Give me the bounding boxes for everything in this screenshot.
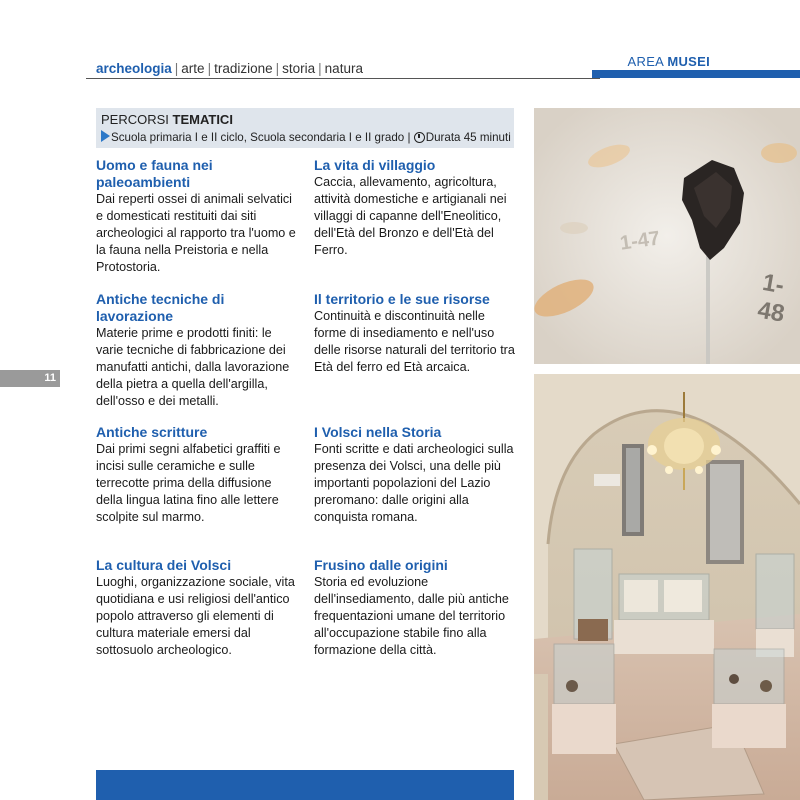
block-title: Il territorio e le sue risorse xyxy=(314,291,490,307)
schools-text: Scuola primaria I e II ciclo, Scuola secondaria I e II grado xyxy=(111,131,405,144)
block-title: La cultura dei Volsci xyxy=(96,557,232,573)
nav-item-storia: storia xyxy=(282,61,316,76)
block-volsci-storia xyxy=(314,424,519,526)
nav-separator: | xyxy=(318,61,322,76)
percorsi-box xyxy=(96,108,514,148)
artifact-label-1-48: 1-48 xyxy=(755,268,787,328)
artifact-photo xyxy=(534,108,800,364)
block-territorio-risorse xyxy=(314,291,519,376)
block-frusino-origini xyxy=(314,557,519,659)
block-title: I Volsci nella Storia xyxy=(314,424,442,440)
artifact-label-1-47: 1-47 xyxy=(618,227,662,255)
clock-icon xyxy=(414,132,425,143)
percorsi-title: PERCORSI TEMATICI xyxy=(101,112,233,127)
block-text: Materie prime e prodotti finiti: le varie tecniche di fabbricazione dei manufatti antichi, dalla lavorazione della pietra a quella dell'argilla, dell'osso e dei metalli. xyxy=(96,326,290,408)
nav-item-tradizione: tradizione xyxy=(214,61,273,76)
block-text: Dai primi segni alfabetici graffiti e incisi sulle ceramiche e sulle terrecotte prima della diffusione della lingua latina fino alle lettere scolpite sul marmo. xyxy=(96,442,281,524)
block-title: Frusino dalle origini xyxy=(314,557,448,573)
area-label: AREA MUSEI xyxy=(627,54,710,69)
area-label-strong: MUSEI xyxy=(667,54,710,69)
percorsi-info xyxy=(101,130,509,146)
block-text: Continuità e discontinuità nelle forme di insediamento e nell'uso delle risorse naturali del territorio tra Età del ferro ed Età arcaica. xyxy=(314,309,515,374)
block-tecniche-lavorazione xyxy=(96,291,301,410)
block-title: Antiche scritture xyxy=(96,424,208,440)
block-text: Luoghi, organizzazione sociale, vita quotidiana e usi religiosi dell'antico popolo attraverso gli elementi di cultura materiale emersi dal sottosuolo archeologico. xyxy=(96,575,295,657)
nav-item-archeologia: archeologia xyxy=(96,61,172,76)
nav-separator: | xyxy=(207,61,212,76)
block-text: Caccia, allevamento, agricoltura, attività domestiche e artigianali nei villaggi di capanne dell'Eneolitico, dell'Età del Bronzo e dell'Età del Ferro. xyxy=(314,175,507,257)
area-bar xyxy=(592,70,800,78)
info-separator: | xyxy=(407,131,411,144)
duration-text: Durata 45 minuti xyxy=(425,131,511,144)
block-antiche-scritture xyxy=(96,424,301,526)
block-vita-villaggio xyxy=(314,157,519,259)
page-number: 11 xyxy=(0,370,60,387)
museum-hall-illustration xyxy=(534,374,800,800)
block-title: Antiche tecniche di lavorazione xyxy=(96,291,225,324)
header-rule xyxy=(86,78,600,79)
arrow-right-icon xyxy=(101,130,110,142)
block-title: La vita di villaggio xyxy=(314,157,436,173)
nav-item-natura: natura xyxy=(324,61,363,76)
block-uomo-fauna xyxy=(96,157,301,276)
artifact-illustration xyxy=(534,108,800,364)
block-text: Fonti scritte e dati archeologici sulla presenza dei Volsci, una delle più importanti popolazioni del Lazio preromano: dalle origini alla conquista romana. xyxy=(314,442,514,524)
block-title: Uomo e fauna nei paleoambienti xyxy=(96,157,213,190)
nav-item-arte: arte xyxy=(181,61,205,76)
nav-separator: | xyxy=(275,61,280,76)
block-text: Dai reperti ossei di animali selvatici e domesticati restituiti dai siti archeologici al rapporto tra l'uomo e la fauna nella Preistoria e nella Protostoria. xyxy=(96,192,296,274)
bottom-bar xyxy=(96,770,514,800)
block-cultura-volsci xyxy=(96,557,301,659)
nav-separator: | xyxy=(174,61,179,76)
museum-hall-photo xyxy=(534,374,800,800)
block-text: Storia ed evoluzione dell'insediamento, dalle più antiche frequentazioni umane del territorio all'occupazione stabile fino alla formazione della città. xyxy=(314,575,509,657)
section-nav xyxy=(96,61,363,76)
